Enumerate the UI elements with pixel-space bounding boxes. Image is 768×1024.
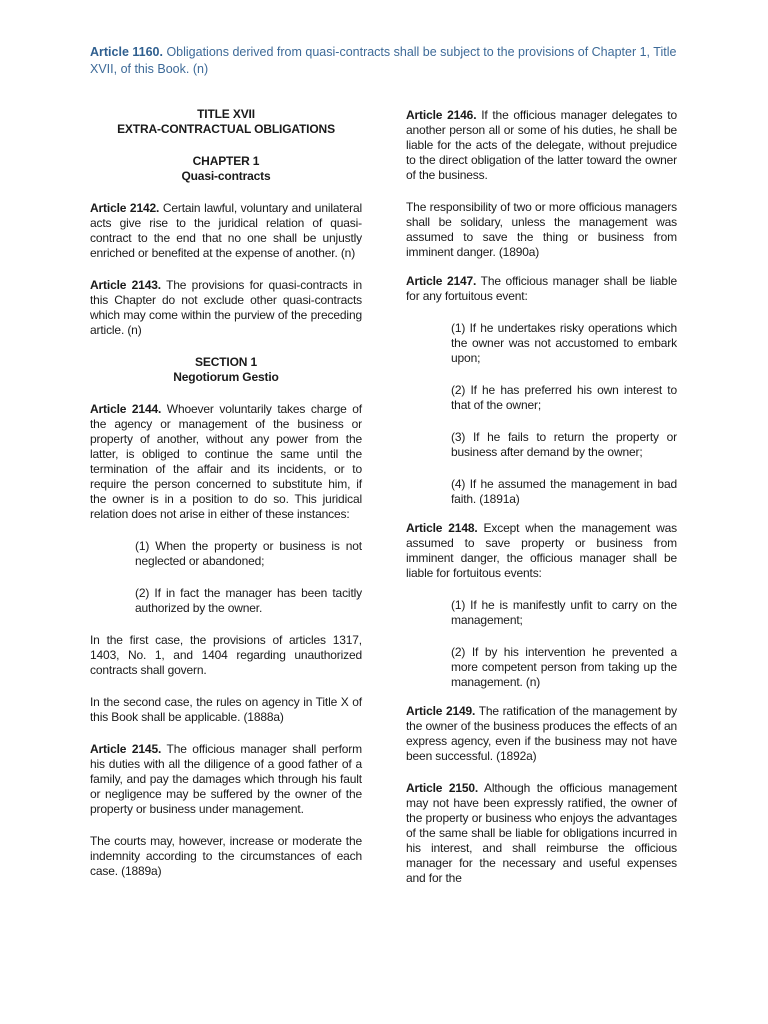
article-2148-item-2: (2) If by his intervention he prevented a more competent person from taking up the management. (n) — [451, 645, 677, 689]
article-2145 — [90, 742, 362, 817]
section-name: Negotiorum Gestio — [173, 370, 279, 384]
article-2145-label: Article 2145. — [90, 742, 162, 756]
article-2145-paragraph-2: The courts may, however, increase or moderate the indemnity according to the circumstances of each case. (1889a) — [90, 834, 362, 878]
article-2142 — [90, 201, 362, 261]
article-2149 — [406, 704, 677, 764]
article-2144-text: Whoever voluntarily takes charge of the agency or management of the business or property of another, without any power from the latter, is obliged to continue the same until the termination of the affair and its incidents, or to require the person concerned to substitute him, if the owner is in a position to do so. This juridical relation does not arise in either of these instances: — [90, 402, 362, 521]
article-2150-text: Although the officious management may not have been expressly ratified, the owner of the property or business who enjoys the advantages of the same shall be liable for obligations incurred in his interest, and shall reimburse the officious manager for the necessary and useful expenses and for the — [406, 781, 678, 885]
article-2150 — [406, 781, 677, 886]
article-2147-label: Article 2147. — [406, 274, 477, 288]
article-2147-item-2: (2) If he has preferred his own interest to that of the owner; — [451, 383, 677, 412]
article-2144-item-1: (1) When the property or business is not neglected or abandoned; — [135, 539, 362, 568]
article-2144-paragraph-3: In the second case, the rules on agency in Title X of this Book shall be applicable. (1888a) — [90, 695, 362, 724]
article-2147-item-3: (3) If he fails to return the property or business after demand by the owner; — [451, 430, 677, 459]
article-2143 — [90, 278, 362, 338]
article-2144-paragraph-2: In the first case, the provisions of articles 1317, 1403, No. 1, and 1404 regarding unauthorized contracts shall govern. — [90, 633, 362, 677]
chapter-name: Quasi-contracts — [181, 169, 271, 183]
article-2147-text: The officious manager shall be liable for any fortuitous event: — [406, 274, 677, 303]
left-column — [90, 107, 362, 879]
section-number: SECTION 1 — [195, 355, 257, 369]
article-2144 — [90, 402, 362, 522]
article-2142-text: Certain lawful, voluntary and unilateral acts give rise to the juridical relation of quasi-contract to the end that no one shall be unjustly enriched or benefited at the expense of another. (n) — [90, 201, 362, 260]
article-2149-text: The ratification of the management by the owner of the business produces the effects of an express agency, even if the business may not have been successful. (1892a) — [406, 704, 677, 763]
article-2146-paragraph-2: The responsibility of two or more officious managers shall be solidary, unless the management was assumed to save the thing or business from imminent danger. (1890a) — [406, 200, 677, 259]
article-2149-label: Article 2149. — [406, 704, 476, 718]
article-2146 — [406, 108, 677, 183]
article-2142-label: Article 2142. — [90, 201, 160, 215]
intro-article-1160 — [90, 44, 678, 78]
article-2146-text: If the officious manager delegates to another person all or some of his duties, he shall be liable for the acts of the delegate, without prejudice to the direct obligation of the latter toward the owner of the business. — [406, 108, 677, 182]
article-2148-item-1: (1) If he is manifestly unfit to carry on the management; — [451, 598, 677, 627]
article-2146-label: Article 2146. — [406, 108, 477, 122]
chapter-number: CHAPTER 1 — [192, 154, 260, 168]
article-2147-item-1: (1) If he undertakes risky operations which the owner was not accustomed to embark upon; — [451, 321, 677, 365]
article-2144-item-2: (2) If in fact the manager has been tacitly authorized by the owner. — [135, 586, 362, 615]
article-2148-label: Article 2148. — [406, 521, 478, 535]
article-2150-label: Article 2150. — [406, 781, 479, 795]
title-name: EXTRA-CONTRACTUAL OBLIGATIONS — [117, 122, 335, 136]
right-column — [406, 108, 677, 886]
article-2143-label: Article 2143. — [90, 278, 161, 292]
article-1160-label: Article 1160. — [90, 45, 163, 59]
article-2147-item-4: (4) If he assumed the management in bad faith. (1891a) — [451, 477, 677, 506]
article-2143-text: The provisions for quasi-contracts in this Chapter do not exclude other quasi-contracts which may come within the purview of the preceding article. (n) — [90, 278, 363, 337]
article-2147 — [406, 274, 677, 304]
article-2148-text: Except when the management was assumed to save property or business from imminent danger, the officious manager shall be liable for fortuitous events: — [406, 521, 677, 580]
article-2148 — [406, 521, 677, 581]
title-number: TITLE XVII — [197, 107, 255, 121]
article-2144-label: Article 2144. — [90, 402, 162, 416]
article-2145-text: The officious manager shall perform his duties with all the diligence of a good father of a family, and pay the damages which through his fault or negligence may be suffered by the owner of the property or business under management. — [90, 742, 363, 816]
article-1160-text: Obligations derived from quasi-contracts shall be subject to the provisions of Chapter 1, Title XVII, of this Book. (n) — [90, 45, 677, 76]
